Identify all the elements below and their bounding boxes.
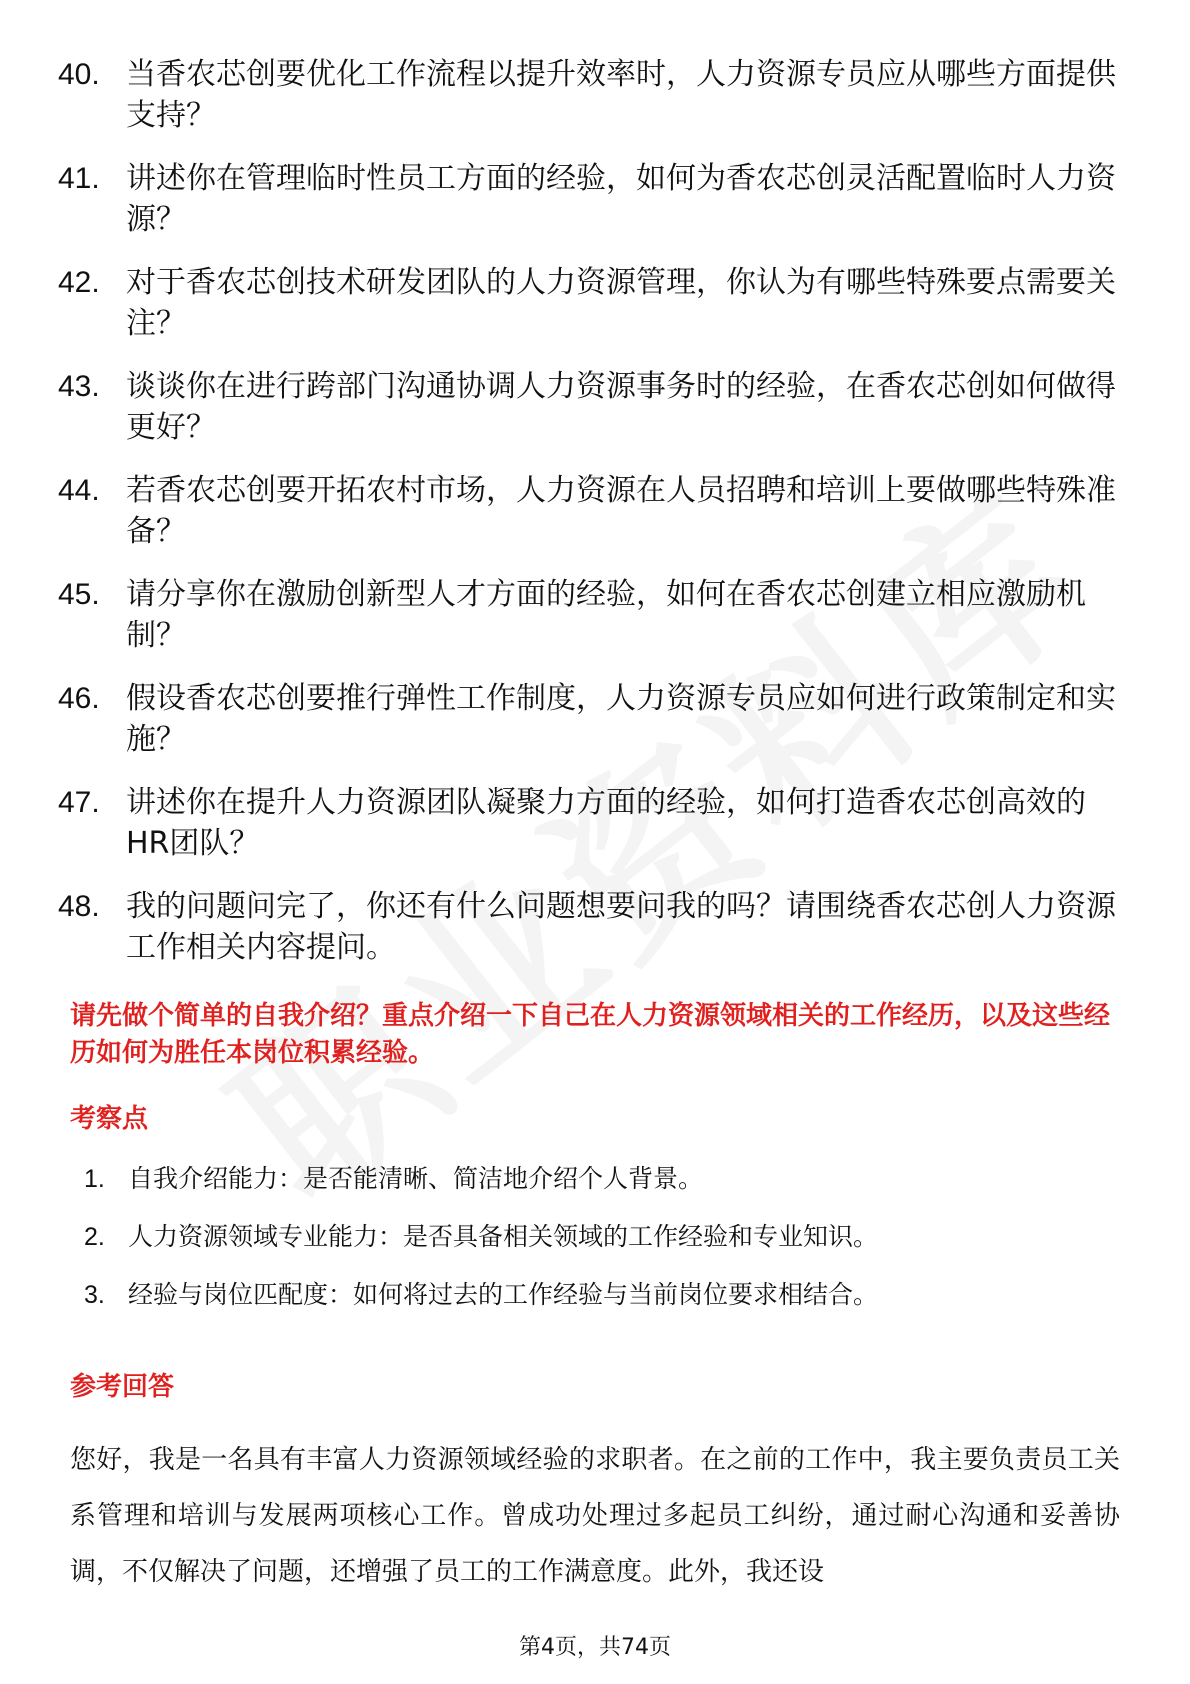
- list-item: [58, 574, 1118, 656]
- question-list: [58, 54, 1118, 990]
- key-points-title: 考察点: [70, 1104, 149, 1134]
- point-number: 3.: [84, 1281, 105, 1309]
- list-item: [58, 886, 1118, 968]
- question-number: 48.: [58, 890, 100, 923]
- key-points-list: [84, 1162, 1124, 1336]
- question-text: 讲述你在提升人力资源团队凝聚力方面的经验，如何打造香农芯创高效的HR团队？: [126, 785, 1086, 861]
- point-number: 1.: [84, 1165, 105, 1193]
- question-text: 若香农芯创要开拓农村市场，人力资源在人员招聘和培训上要做哪些特殊准备？: [126, 473, 1116, 549]
- list-item: [84, 1220, 1124, 1254]
- list-item: [84, 1278, 1124, 1312]
- point-number: 2.: [84, 1223, 105, 1251]
- list-item: [58, 678, 1118, 760]
- question-text: 谈谈你在进行跨部门沟通协调人力资源事务时的经验，在香农芯创如何做得更好？: [126, 369, 1116, 445]
- main-question: 请先做个简单的自我介绍？重点介绍一下自己在人力资源领域相关的工作经历，以及这些经历如何为胜任本岗位积累经验。: [70, 1001, 1111, 1068]
- question-text: 讲述你在管理临时性员工方面的经验，如何为香农芯创灵活配置临时人力资源？: [126, 161, 1116, 237]
- list-item: [58, 54, 1118, 136]
- question-number: 40.: [58, 58, 100, 91]
- list-item: [58, 470, 1118, 552]
- question-number: 43.: [58, 370, 100, 403]
- point-text: 经验与岗位匹配度：如何将过去的工作经验与当前岗位要求相结合。: [128, 1280, 879, 1309]
- list-item: [58, 782, 1118, 864]
- question-text: 我的问题问完了，你还有什么问题想要问我的吗？请围绕香农芯创人力资源工作相关内容提问。: [126, 889, 1116, 965]
- page-footer: 第4页，共74页: [519, 1635, 671, 1660]
- reference-answer-title: 参考回答: [70, 1372, 175, 1402]
- question-number: 47.: [58, 786, 100, 819]
- list-item: [58, 366, 1118, 448]
- question-number: 41.: [58, 162, 100, 195]
- point-text: 人力资源领域专业能力：是否具备相关领域的工作经验和专业知识。: [128, 1222, 879, 1251]
- question-number: 45.: [58, 578, 100, 611]
- question-number: 46.: [58, 682, 100, 715]
- list-item: [58, 158, 1118, 240]
- question-text: 当香农芯创要优化工作流程以提升效率时，人力资源专员应从哪些方面提供支持？: [126, 57, 1116, 133]
- question-text: 假设香农芯创要推行弹性工作制度，人力资源专员应如何进行政策制定和实施？: [126, 681, 1116, 757]
- reference-answer: 您好，我是一名具有丰富人力资源领域经验的求职者。在之前的工作中，我主要负责员工关系管理和培训与发展两项核心工作。曾成功处理过多起员工纠纷，通过耐心沟通和妥善协调，不仅解决了问题，还增强了员工的工作满意度。此外，我还设: [70, 1445, 1120, 1587]
- question-number: 42.: [58, 266, 100, 299]
- point-text: 自我介绍能力：是否能清晰、简洁地介绍个人背景。: [128, 1164, 704, 1193]
- question-number: 44.: [58, 474, 100, 507]
- list-item: [84, 1162, 1124, 1196]
- question-text: 对于香农芯创技术研发团队的人力资源管理，你认为有哪些特殊要点需要关注？: [126, 265, 1116, 341]
- list-item: [58, 262, 1118, 344]
- question-text: 请分享你在激励创新型人才方面的经验，如何在香农芯创建立相应激励机制？: [126, 577, 1086, 653]
